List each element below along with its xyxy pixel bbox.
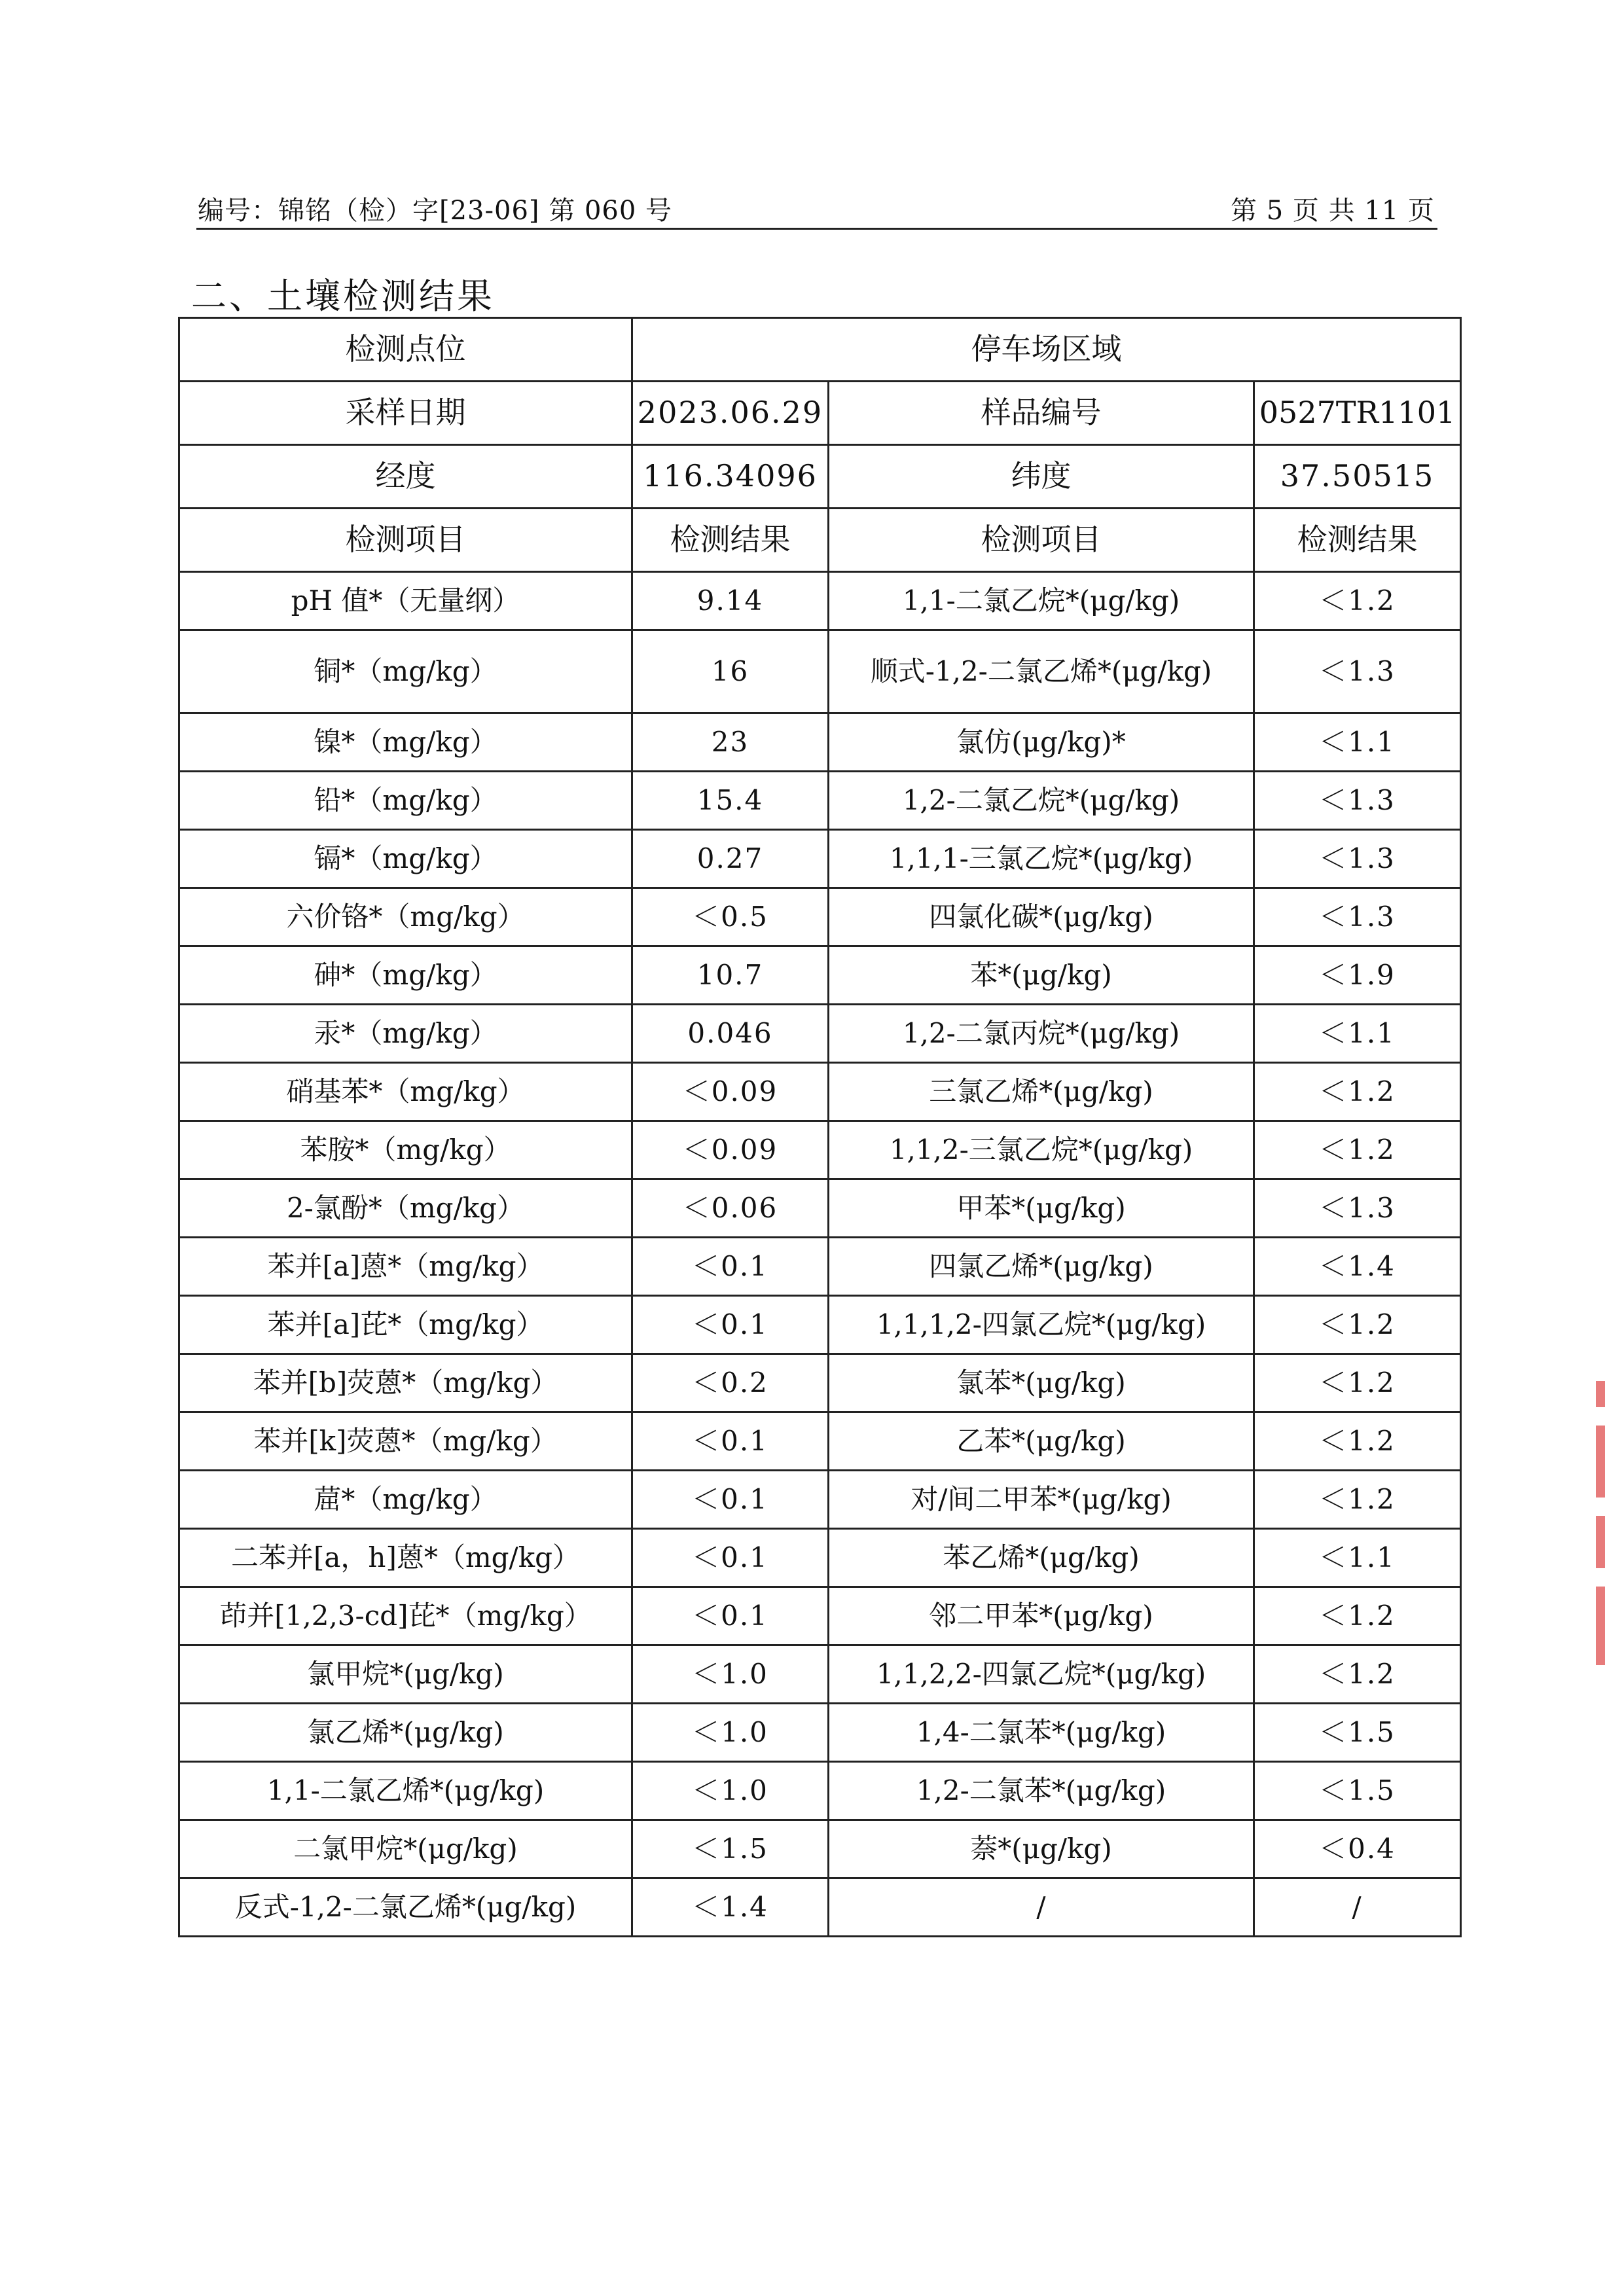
item-result: 10.7 [632,946,829,1005]
item-result: 9.14 [632,572,829,630]
item-result: ＜1.3 [1254,1179,1461,1238]
item-header-2: 检测项目 [829,509,1254,572]
item-result: ＜1.2 [1254,1296,1461,1354]
item-result: ＜0.09 [632,1121,829,1179]
item-name: 三氯乙烯*(μg/kg) [829,1063,1254,1121]
item-result: ＜1.3 [1254,830,1461,888]
table-row [179,1529,1461,1587]
item-name: 氯苯*(μg/kg) [829,1354,1254,1412]
coordinates-row [179,445,1461,509]
item-result: ＜1.1 [1254,713,1461,772]
location-label: 检测点位 [179,318,632,382]
item-result: 0.046 [632,1005,829,1063]
location-value: 停车场区域 [632,318,1461,382]
item-result: ＜0.1 [632,1587,829,1645]
soil-results-table [178,317,1462,1937]
table-row [179,1471,1461,1529]
table-row [179,1878,1461,1937]
table-row [179,1238,1461,1296]
page-info: 第 5 页 共 11 页 [1231,196,1435,226]
item-result: ＜1.2 [1254,1587,1461,1645]
item-header-1: 检测项目 [179,509,632,572]
item-name: 汞*（mg/kg） [179,1005,632,1063]
item-result: ＜1.2 [1254,1354,1461,1412]
item-result: ＜1.0 [632,1762,829,1820]
table-row [179,1412,1461,1471]
red-stamp-edge [1596,1381,1615,1715]
item-result: ＜0.09 [632,1063,829,1121]
date-label: 采样日期 [179,382,632,445]
item-name: 乙苯*(μg/kg) [829,1412,1254,1471]
table-row [179,1296,1461,1354]
sampling-row [179,382,1461,445]
item-result: ＜1.9 [1254,946,1461,1005]
longitude-label: 经度 [179,445,632,509]
item-result: ＜1.4 [632,1878,829,1937]
item-name: 顺式-1,2-二氯乙烯*(μg/kg) [829,630,1254,713]
item-result: ＜1.0 [632,1645,829,1704]
item-result: 16 [632,630,829,713]
item-result: ＜1.2 [1254,1121,1461,1179]
item-name: 1,1,2,2-四氯乙烷*(μg/kg) [829,1645,1254,1704]
item-name: 1,2-二氯苯*(μg/kg) [829,1762,1254,1820]
table-row [179,1704,1461,1762]
table-row [179,1063,1461,1121]
item-result: ＜0.2 [632,1354,829,1412]
item-name: 砷*（mg/kg） [179,946,632,1005]
item-name: 苯*(μg/kg) [829,946,1254,1005]
item-result: ＜1.4 [1254,1238,1461,1296]
item-name: 对/间二甲苯*(μg/kg) [829,1471,1254,1529]
item-result: ＜1.2 [1254,1412,1461,1471]
item-name: 二苯并[a，h]蒽*（mg/kg） [179,1529,632,1587]
item-name: 氯甲烷*(μg/kg) [179,1645,632,1704]
item-name: 铜*（mg/kg） [179,630,632,713]
item-name: 四氯乙烯*(μg/kg) [829,1238,1254,1296]
table-row [179,946,1461,1005]
table-row [179,1587,1461,1645]
item-name: 1,1,2-三氯乙烷*(μg/kg) [829,1121,1254,1179]
table-row [179,572,1461,630]
item-result: 23 [632,713,829,772]
item-name: / [829,1878,1254,1937]
item-name: 1,1,1,2-四氯乙烷*(μg/kg) [829,1296,1254,1354]
item-result: ＜1.5 [1254,1704,1461,1762]
item-result: ＜0.1 [632,1296,829,1354]
item-name: 镉*（mg/kg） [179,830,632,888]
item-name: 六价铬*（mg/kg） [179,888,632,946]
result-header-2: 检测结果 [1254,509,1461,572]
section-title: 二、土壤检测结果 [191,276,495,317]
item-result: ＜0.06 [632,1179,829,1238]
item-name: 1,1-二氯乙烯*(μg/kg) [179,1762,632,1820]
table-row [179,1005,1461,1063]
column-header-row [179,509,1461,572]
header-divider [196,228,1437,230]
item-result: / [1254,1878,1461,1937]
item-result: ＜1.2 [1254,1645,1461,1704]
item-result: 0.27 [632,830,829,888]
item-result: ＜0.5 [632,888,829,946]
date-value: 2023.06.29 [632,382,829,445]
item-result: ＜1.1 [1254,1529,1461,1587]
item-result: ＜1.5 [632,1820,829,1878]
item-result: ＜1.3 [1254,630,1461,713]
item-result: ＜1.2 [1254,572,1461,630]
item-name: 苯乙烯*(μg/kg) [829,1529,1254,1587]
item-name: 四氯化碳*(μg/kg) [829,888,1254,946]
item-name: 1,1-二氯乙烷*(μg/kg) [829,572,1254,630]
item-name: 茚并[1,2,3-cd]芘*（mg/kg） [179,1587,632,1645]
document-number: 编号：锦铭（检）字[23-06] 第 060 号 [198,196,673,226]
item-name: 1,4-二氯苯*(μg/kg) [829,1704,1254,1762]
table-row [179,772,1461,830]
item-result: ＜1.3 [1254,772,1461,830]
item-result: ＜0.1 [632,1471,829,1529]
table-row [179,630,1461,713]
item-name: 铅*（mg/kg） [179,772,632,830]
table-row [179,1645,1461,1704]
item-result: ＜0.1 [632,1529,829,1587]
item-name: 甲苯*(μg/kg) [829,1179,1254,1238]
table-row [179,888,1461,946]
item-name: 氯仿(μg/kg)* [829,713,1254,772]
item-result: ＜1.2 [1254,1471,1461,1529]
result-header-1: 检测结果 [632,509,829,572]
item-result: ＜1.2 [1254,1063,1461,1121]
location-row [179,318,1461,382]
item-result: ＜1.5 [1254,1762,1461,1820]
item-name: 苯并[a]蒽*（mg/kg） [179,1238,632,1296]
item-name: 苯并[b]荧蒽*（mg/kg） [179,1354,632,1412]
item-name: 反式-1,2-二氯乙烯*(μg/kg) [179,1878,632,1937]
item-name: 邻二甲苯*(μg/kg) [829,1587,1254,1645]
longitude-value: 116.34096 [632,445,829,509]
table-row [179,1820,1461,1878]
item-result: ＜1.0 [632,1704,829,1762]
item-name: 萘*(μg/kg) [829,1820,1254,1878]
table-row [179,1179,1461,1238]
item-name: 1,2-二氯丙烷*(μg/kg) [829,1005,1254,1063]
table-row [179,830,1461,888]
item-result: ＜1.1 [1254,1005,1461,1063]
item-name: 苯并[k]荧蒽*（mg/kg） [179,1412,632,1471]
item-name: 苯胺*（mg/kg） [179,1121,632,1179]
item-name: 二氯甲烷*(μg/kg) [179,1820,632,1878]
item-name: 氯乙烯*(μg/kg) [179,1704,632,1762]
latitude-value: 37.50515 [1254,445,1461,509]
table-row [179,1762,1461,1820]
item-result: ＜0.4 [1254,1820,1461,1878]
latitude-label: 纬度 [829,445,1254,509]
item-name: 硝基苯*（mg/kg） [179,1063,632,1121]
table-row [179,713,1461,772]
item-result: 15.4 [632,772,829,830]
item-name: pH 值*（无量纲） [179,572,632,630]
item-name: 2-氯酚*（mg/kg） [179,1179,632,1238]
table-row [179,1121,1461,1179]
item-result: ＜0.1 [632,1238,829,1296]
item-name: 苯并[a]芘*（mg/kg） [179,1296,632,1354]
table-row [179,1354,1461,1412]
sample-value: 0527TR1101 [1254,382,1461,445]
item-name: 1,2-二氯乙烷*(μg/kg) [829,772,1254,830]
sample-label: 样品编号 [829,382,1254,445]
item-name: 䓛*（mg/kg） [179,1471,632,1529]
item-result: ＜0.1 [632,1412,829,1471]
item-name: 镍*（mg/kg） [179,713,632,772]
item-result: ＜1.3 [1254,888,1461,946]
item-name: 1,1,1-三氯乙烷*(μg/kg) [829,830,1254,888]
